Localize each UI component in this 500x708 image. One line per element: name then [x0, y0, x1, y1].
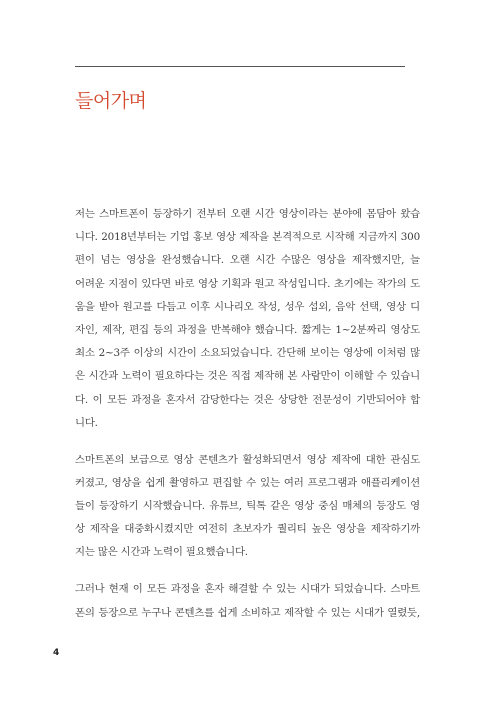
text-line: 지는 많은 시간과 노력이 필요했습니다.: [75, 546, 248, 559]
text-line: 니다. 2018년부터는 기업 홍보 영상 제작을 본격적으로 시작해 지금까지 300: [75, 231, 420, 244]
paragraph-1: [75, 203, 420, 435]
text-line: 최소 2~3주 이상의 시간이 소요되었습니다. 간단해 보이는 영상에 이처럼 많: [75, 347, 420, 360]
paragraph-3: [75, 578, 420, 624]
page-number: 4: [53, 648, 60, 658]
text-line: 자인, 제작, 편집 등의 과정을 반복해야 했습니다. 짧게는 1~2분짜리 영상도: [75, 323, 420, 336]
header-rule: [75, 66, 405, 67]
text-line: 상 제작을 대중화시켰지만 여전히 초보자가 퀄리티 높은 영상을 제작하기까: [75, 523, 420, 536]
body-text: [75, 203, 420, 639]
text-line: 움을 받아 원고를 다듬고 이후 시나리오 작성, 성우 섭외, 음악 선택, 영상 디: [75, 300, 420, 313]
text-line: 은 시간과 노력이 필요하다는 것은 직접 제작해 본 사람만이 이해할 수 있습니: [75, 370, 420, 383]
paragraph-2: [75, 449, 420, 565]
chapter-title: 들어가며: [75, 90, 147, 112]
text-line: 스마트폰의 보급으로 영상 콘텐츠가 활성화되면서 영상 제작에 대한 관심도: [75, 453, 420, 466]
text-line: 저는 스마트폰이 등장하기 전부터 오랜 시간 영상이라는 분야에 몸담아 왔습: [75, 208, 420, 220]
text-line: 폰의 등장으로 누구나 콘텐츠를 쉽게 소비하고 제작할 수 있는 시대가 열렸듯,: [75, 606, 420, 619]
text-line: 그러나 현재 이 모든 과정을 혼자 해결할 수 있는 시대가 되었습니다. 스마트: [75, 583, 420, 596]
text-line: 니다.: [75, 416, 98, 429]
text-line: 들이 등장하기 시작했습니다. 유튜브, 틱톡 같은 영상 중심 매체의 등장도 영: [75, 500, 420, 513]
text-line: 커졌고, 영상을 쉽게 촬영하고 편집할 수 있는 여러 프로그램과 애플리케이션: [75, 476, 420, 489]
text-line: 다. 이 모든 과정을 혼자서 감당한다는 것은 상당한 전문성이 기반되어야 합: [75, 393, 420, 406]
text-line: 어려운 지점이 있다면 바로 영상 기획과 원고 작성입니다. 초기에는 작가의 도: [75, 277, 420, 290]
text-line: 편이 넘는 영상을 완성했습니다. 오랜 시간 수많은 영상을 제작했지만, 늘: [75, 254, 420, 267]
